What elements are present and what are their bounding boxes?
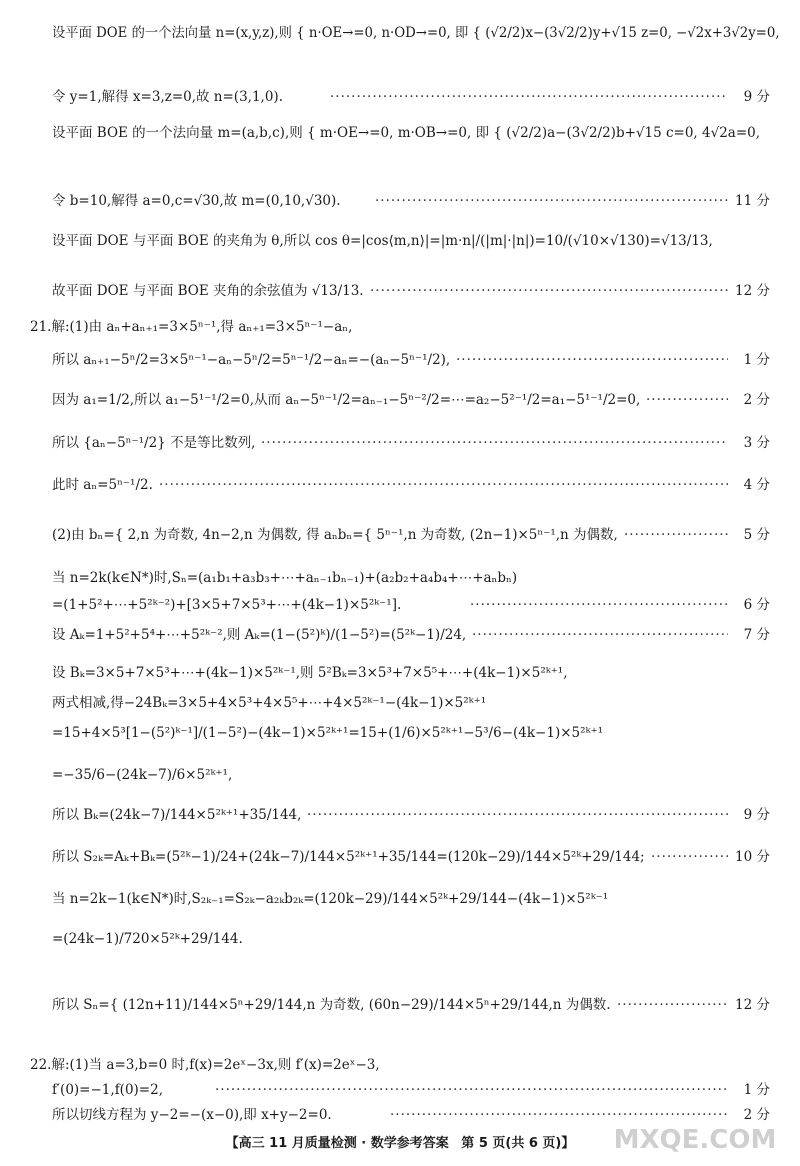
answer-line bbox=[0, 990, 800, 1020]
answer-line bbox=[0, 800, 800, 830]
answer-line bbox=[0, 718, 800, 748]
score-label: 11 分 bbox=[735, 193, 770, 209]
leader-dots bbox=[646, 385, 728, 415]
line-text: =−35/6−(24k−7)/6×5²ᵏ⁺¹, bbox=[52, 767, 233, 783]
answer-line bbox=[0, 658, 800, 688]
score-label: 6 分 bbox=[743, 597, 770, 613]
score-label: 12 分 bbox=[735, 283, 770, 299]
score-label: 5 分 bbox=[743, 527, 770, 543]
watermark-logo bbox=[600, 1078, 790, 1158]
answer-line bbox=[0, 118, 800, 148]
line-text: f′(0)=−1,f(0)=2, bbox=[52, 1082, 163, 1098]
answer-line bbox=[0, 18, 800, 48]
leader-dots bbox=[370, 276, 728, 306]
answer-line bbox=[0, 924, 800, 954]
line-text: 设 Aₖ=1+5²+5⁴+⋯+5²ᵏ⁻²,则 Aₖ=(1−(5²)ᵏ)/(1−5²)=(5²ᵏ−1)/24, bbox=[52, 627, 467, 643]
score-label: 2 分 bbox=[743, 1107, 770, 1123]
line-text: 设平面 BOE 的一个法向量 m=(a,b,c),则 { m·OE→=0, m·OB→=0, 即 { (√2/2)a−(3√2/2)b+√15 c=0, 4√2a=0, bbox=[52, 125, 761, 141]
answer-line bbox=[0, 563, 800, 593]
line-text: 此时 aₙ=5ⁿ⁻¹/2. bbox=[52, 477, 153, 493]
leader-dots bbox=[624, 520, 728, 550]
score-label: 3 分 bbox=[743, 435, 770, 451]
leader-dots bbox=[651, 842, 728, 872]
line-text: 21.解:(1)由 aₙ+aₙ₊₁=3×5ⁿ⁻¹,得 aₙ₊₁=3×5ⁿ⁻¹−aₙ, bbox=[30, 319, 353, 335]
answer-line bbox=[0, 276, 800, 306]
leader-dots bbox=[456, 345, 728, 375]
score-label: 9 分 bbox=[743, 89, 770, 105]
score-label: 4 分 bbox=[743, 477, 770, 493]
line-text: =15+4×5³[1−(5²)ᵏ⁻¹]/(1−5²)−(4k−1)×5²ᵏ⁺¹=15+(1/6)×5²ᵏ⁺¹−5³/6−(4k−1)×5²ᵏ⁺¹ bbox=[52, 725, 603, 741]
line-text: 所以 S₂ₖ=Aₖ+Bₖ=(5²ᵏ−1)/24+(24k−7)/144×5²ᵏ⁺¹+35/144=(120k−29)/144×5²ᵏ+29/144; bbox=[52, 849, 645, 865]
line-text: 令 b=10,解得 a=0,c=√30,故 m=(0,10,√30). bbox=[52, 193, 341, 209]
answer-line bbox=[0, 760, 800, 790]
answer-line bbox=[0, 345, 800, 375]
answer-line bbox=[0, 186, 800, 216]
leader-dots bbox=[617, 990, 728, 1020]
line-text: 所以 aₙ₊₁−5ⁿ/2=3×5ⁿ⁻¹−aₙ−5ⁿ/2=5ⁿ⁻¹/2−aₙ=−(aₙ−5ⁿ⁻¹/2), bbox=[52, 352, 451, 368]
answer-line bbox=[0, 590, 800, 620]
line-text: 设平面 DOE 与平面 BOE 的夹角为 θ,所以 cos θ=|cos⟨m,n⟩|=|m·n|/(|m|·|n|)=10/(√10×√130)=√13/13, bbox=[52, 233, 713, 249]
line-text: 所以 {aₙ−5ⁿ⁻¹/2} 不是等比数列, bbox=[52, 435, 256, 451]
line-text: 故平面 DOE 与平面 BOE 夹角的余弦值为 √13/13. bbox=[52, 283, 364, 299]
line-text: =(24k−1)/720×5²ᵏ+29/144. bbox=[52, 931, 243, 947]
answer-line bbox=[0, 385, 800, 415]
score-label: 7 分 bbox=[743, 627, 770, 643]
answer-line bbox=[0, 470, 800, 500]
line-text: 当 n=2k(k∈N*)时,Sₙ=(a₁b₁+a₃b₃+⋯+aₙ₋₁bₙ₋₁)+(a₂b₂+a₄b₄+⋯+aₙbₙ) bbox=[52, 570, 518, 586]
line-text: 22.解:(1)当 a=3,b=0 时,f(x)=2eˣ−3x,则 f′(x)=2eˣ−3, bbox=[30, 1057, 380, 1073]
score-label: 1 分 bbox=[743, 352, 770, 368]
line-text: 因为 a₁=1/2,所以 a₁−5¹⁻¹/2=0,从而 aₙ−5ⁿ⁻¹/2=aₙ₋₁−5ⁿ⁻²/2=⋯=a₂−5²⁻¹/2=a₁−5¹⁻¹/2=0, bbox=[52, 392, 641, 408]
line-text: (2)由 bₙ={ 2,n 为奇数, 4n−2,n 为偶数, 得 aₙbₙ={ 5ⁿ⁻¹,n 为奇数, (2n−1)×5ⁿ⁻¹,n 为偶数, bbox=[52, 527, 618, 543]
watermark-text: MXQE.COM bbox=[613, 1125, 777, 1155]
leader-dots bbox=[159, 470, 728, 500]
line-text: 所以 Sₙ={ (12n+11)/144×5ⁿ+29/144,n 为奇数, (60n−29)/144×5ⁿ+29/144,n 为偶数. bbox=[52, 997, 611, 1013]
footer-page: 第 5 页(共 6 页)】 bbox=[461, 1136, 575, 1151]
leader-dots bbox=[330, 82, 728, 112]
answer-line bbox=[0, 428, 800, 458]
answer-line bbox=[0, 884, 800, 914]
line-text: 当 n=2k−1(k∈N*)时,S₂ₖ₋₁=S₂ₖ−a₂ₖb₂ₖ=(120k−29)/144×5²ᵏ+29/144−(4k−1)×5²ᵏ⁻¹ bbox=[52, 891, 609, 907]
score-label: 2 分 bbox=[743, 392, 770, 408]
line-text: 所以 Bₖ=(24k−7)/144×5²ᵏ⁺¹+35/144, bbox=[52, 807, 302, 823]
footer-title: 【高三 11 月质量检测 · 数学参考答案 bbox=[225, 1136, 449, 1151]
line-text: =(1+5²+⋯+5²ᵏ⁻²)+[3×5+7×5³+⋯+(4k−1)×5²ᵏ⁻¹]. bbox=[52, 597, 402, 613]
line-text: 两式相减,得−24Bₖ=3×5+4×5³+4×5⁵+⋯+4×5²ᵏ⁻¹−(4k−1)×5²ᵏ⁺¹ bbox=[52, 695, 487, 711]
line-text: 设平面 DOE 的一个法向量 n=(x,y,z),则 { n·OE→=0, n·OD→=0, 即 { (√2/2)x−(3√2/2)y+√15 z=0, −√2x+3√2y=0, bbox=[52, 25, 780, 41]
score-label: 1 分 bbox=[743, 1082, 770, 1098]
leader-dots bbox=[261, 428, 728, 458]
leader-dots bbox=[472, 620, 728, 650]
leader-dots bbox=[470, 590, 728, 620]
line-text: 设 Bₖ=3×5+7×5³+⋯+(4k−1)×5²ᵏ⁻¹,则 5²Bₖ=3×5³+7×5⁵+⋯+(4k−1)×5²ᵏ⁺¹, bbox=[52, 665, 568, 681]
line-text: 所以切线方程为 y−2=−(x−0),即 x+y−2=0. bbox=[52, 1107, 332, 1123]
score-label: 10 分 bbox=[735, 849, 770, 865]
leader-dots bbox=[307, 800, 728, 830]
answer-line bbox=[0, 520, 800, 550]
answer-line bbox=[0, 226, 800, 256]
answer-line bbox=[0, 688, 800, 718]
answer-line bbox=[0, 312, 800, 342]
score-label: 12 分 bbox=[735, 997, 770, 1013]
score-label: 9 分 bbox=[743, 807, 770, 823]
answer-line bbox=[0, 620, 800, 650]
answer-line bbox=[0, 842, 800, 872]
line-text: 令 y=1,解得 x=3,z=0,故 n=(3,1,0). bbox=[52, 89, 283, 105]
leader-dots bbox=[375, 186, 728, 216]
answer-line bbox=[0, 82, 800, 112]
